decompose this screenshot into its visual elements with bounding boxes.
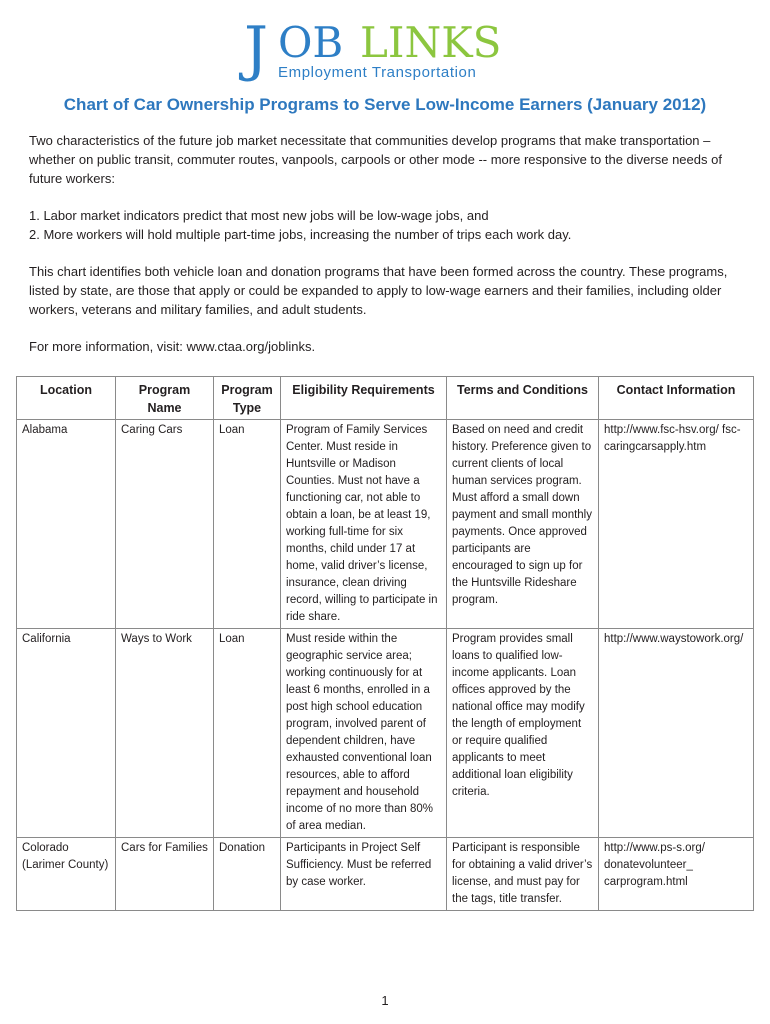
table-row — [17, 629, 754, 838]
cell-terms: Based on need and credit history. Preference given to current clients of local human services program. Must afford a small down payment and small monthly payments. Once approved participants are encouraged to sign up for the Huntsville Rideshare program. — [447, 420, 599, 629]
cell-contact: http://www.fsc-hsv.org/ fsc-caringcarsapply.htm — [599, 420, 754, 629]
cell-program-name: Cars for Families — [116, 838, 214, 911]
programs-table — [16, 376, 754, 911]
cell-terms: Participant is responsible for obtaining a valid driver’s license, and must pay for the tags, title transfer. — [447, 838, 599, 911]
header-contact: Contact Information — [599, 377, 754, 420]
logo-letters-ob: OB — [278, 18, 344, 67]
header-terms: Terms and Conditions — [447, 377, 599, 420]
document-title: Chart of Car Ownership Programs to Serve Low-Income Earners (January 2012) — [63, 95, 707, 114]
table-header-row — [17, 377, 754, 420]
cell-contact: http://www.ps-s.org/ donatevolunteer_ carprogram.html — [599, 838, 754, 911]
cell-location: California — [17, 629, 116, 838]
logo-subtitle: Employment Transportation — [278, 64, 477, 81]
cell-location: Alabama — [17, 420, 116, 629]
intro-paragraph: Two characteristics of the future job market necessitate that communities develop programs that make transportation – whether on public transit, commuter routes, vanpools, carpools or other mode -- more responsive to the diverse needs of future workers: — [29, 133, 722, 186]
cell-eligibility: Must reside within the geographic service area; working continuously for at least 6 months, enrolled in a post high school education program, involved parent of dependent children, have exhausted conventional loan resources, able to afford repayment and household income of no more than 80% of area median. — [281, 629, 447, 838]
cell-program-type: Donation — [214, 838, 281, 911]
cell-eligibility: Program of Family Services Center. Must reside in Huntsville or Madison Counties. Must not have a functioning car, not able to obtain a loan, be at least 19, working full-time for six months, child under 17 at home, valid driver’s license, insurance, clean driving record, willing to participate in ride share. — [281, 420, 447, 629]
table-row — [17, 420, 754, 629]
cell-program-name: Caring Cars — [116, 420, 214, 629]
cell-contact: http://www.waystowork.org/ — [599, 629, 754, 838]
more-info-line: For more information, visit: www.ctaa.org/joblinks. — [29, 339, 316, 354]
joblinks-logo — [244, 12, 526, 84]
cell-program-name: Ways to Work — [116, 629, 214, 838]
point-1: 1. Labor market indicators predict that most new jobs will be low-wage jobs, and — [29, 208, 489, 223]
header-program-name: Program Name — [116, 377, 214, 420]
cell-eligibility: Participants in Project Self Sufficiency. Must be referred by case worker. — [281, 838, 447, 911]
points-list — [29, 206, 744, 244]
header-eligibility: Eligibility Requirements — [281, 377, 447, 420]
header-program-type: Program Type — [214, 377, 281, 420]
logo-letters-links: LINKS — [360, 18, 502, 67]
cell-program-type: Loan — [214, 629, 281, 838]
page-number: 1 — [381, 993, 389, 1008]
logo-letter-j: J — [244, 14, 269, 84]
header-location: Location — [17, 377, 116, 420]
cell-terms: Program provides small loans to qualified low-income applicants. Loan offices approved by the national office may modify the length of employment or require qualified applicants to meet additional loan eligibility criteria. — [447, 629, 599, 838]
table-row — [17, 838, 754, 911]
chart-description: This chart identifies both vehicle loan and donation programs that have been formed across the country. These programs, listed by state, are those that apply or could be expanded to apply to low-wage earners and their families, including older workers, veterans and military families, and adult students. — [29, 264, 728, 317]
point-2: 2. More workers will hold multiple part-time jobs, increasing the number of trips each work day. — [29, 227, 572, 242]
cell-location: Colorado (Larimer County) — [17, 838, 116, 911]
cell-program-type: Loan — [214, 420, 281, 629]
